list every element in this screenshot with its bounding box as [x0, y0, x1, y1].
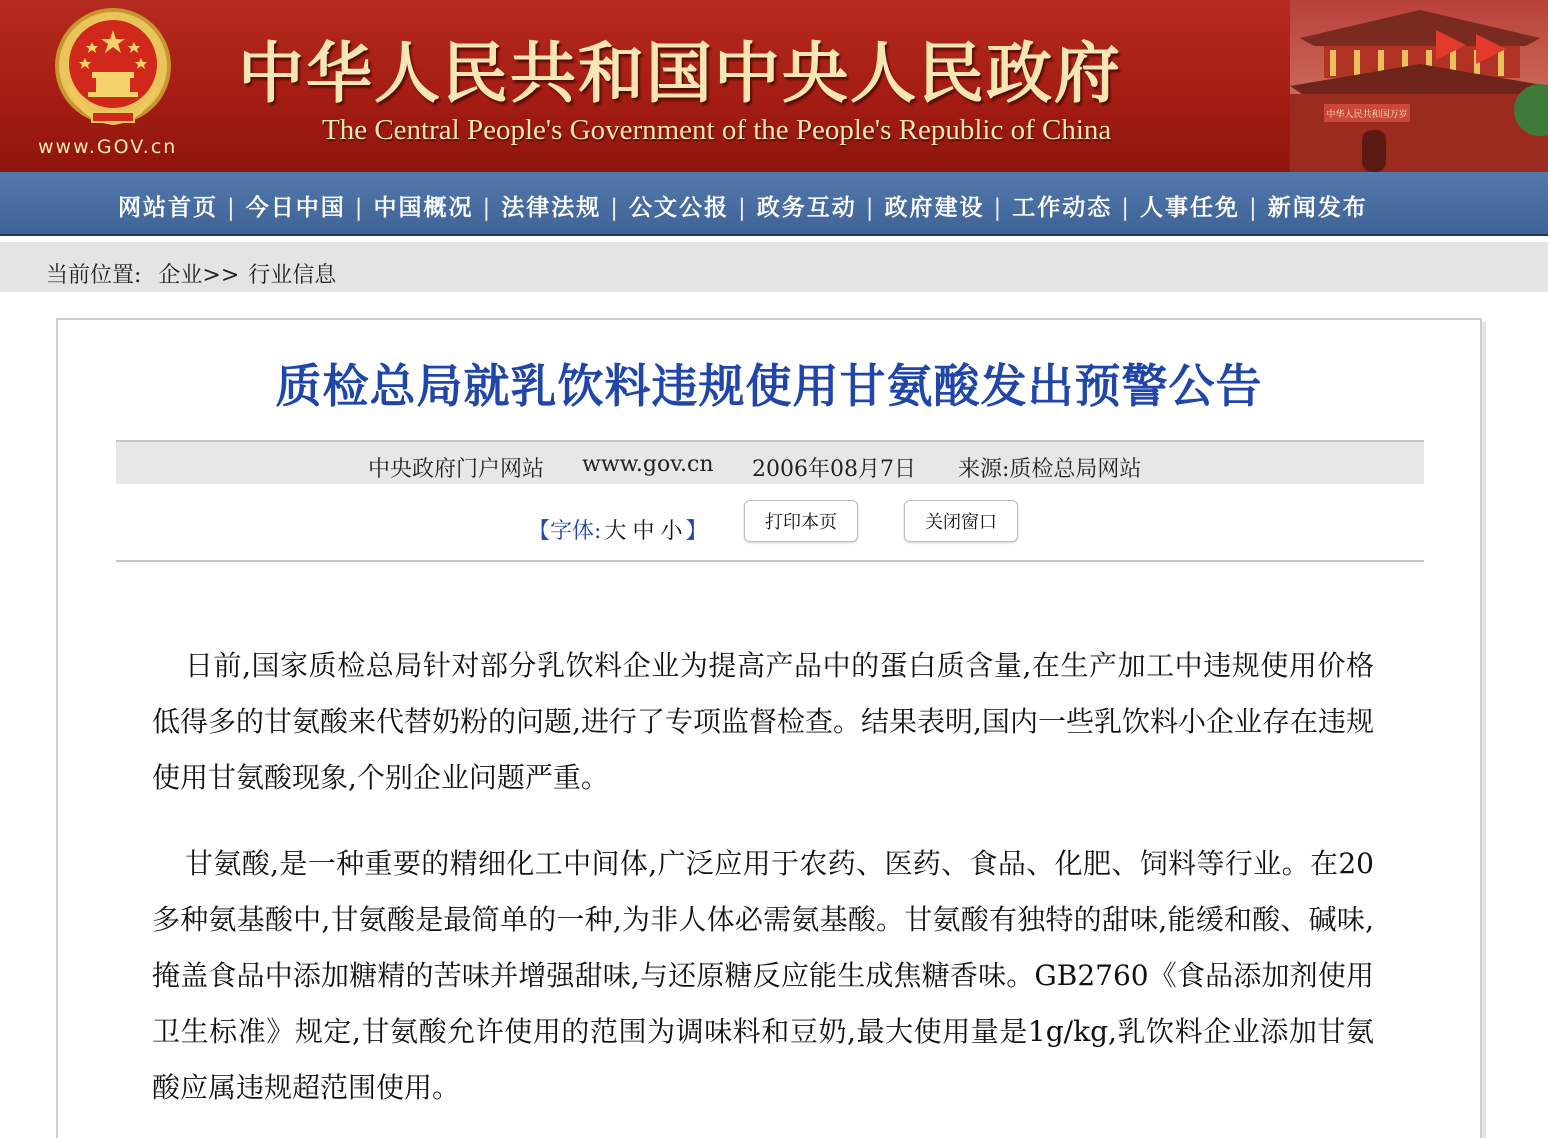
site-title-english: The Central People's Government of the People's Republic of China	[322, 114, 1112, 146]
nav-item-bulletins[interactable]: 公文公报	[629, 195, 729, 221]
divider	[116, 560, 1424, 562]
article-paragraph: 甘氨酸,是一种重要的精细化工中间体,广泛应用于农药、医药、食品、化肥、饲料等行业。在20多种氨基酸中,甘氨酸是最简单的一种,为非人体必需氨基酸。甘氨酸有独特的甜味,能缓和酸、碱味,掩盖食品中添加糖精的苦味并增强甜味,与还原糖反应能生成焦糖香味。GB2760《食品添加剂使用卫生标准》规定,甘氨酸允许使用的范围为调味料和豆奶,最大使用量是1g/kg,乳饮料企业添加甘氨酸应属违规超范围使用。	[152, 847, 1374, 1104]
font-size-selector	[528, 514, 707, 545]
close-window-button[interactable]: 关闭窗口	[904, 500, 1018, 542]
nav-item-china-overview[interactable]: 中国概况	[373, 195, 474, 221]
breadcrumb-link-industry-info[interactable]: 行业信息	[248, 263, 337, 288]
nav-separator: |	[610, 195, 620, 221]
nav-item-government-building[interactable]: 政府建设	[884, 195, 985, 221]
font-size-label: 【字体:	[528, 519, 602, 544]
meta-date: 2006年08月7日	[752, 457, 916, 482]
article-tools	[58, 500, 1480, 550]
gate-plaque-text: 中华人民共和国万岁	[1326, 110, 1408, 120]
nav-item-laws[interactable]: 法律法规	[501, 195, 602, 221]
font-size-medium[interactable]: 中	[632, 519, 655, 544]
breadcrumb-link-enterprise[interactable]: 企业>>	[158, 263, 240, 288]
nav-separator: |	[482, 195, 493, 221]
breadcrumb	[0, 242, 1548, 292]
nav-item-china-today[interactable]: 今日中国	[245, 195, 346, 221]
site-banner	[0, 0, 1548, 172]
font-size-small[interactable]: 小	[660, 519, 683, 544]
tiananmen-gate-image	[1290, 0, 1548, 172]
meta-source: 来源:质检总局网站	[958, 457, 1142, 482]
site-title-chinese: 中华人民共和国中央人民政府	[238, 35, 1122, 112]
nav-separator: |	[354, 195, 365, 221]
meta-url: www.gov.cn	[582, 452, 714, 477]
nav-separator: |	[227, 195, 237, 221]
article-paragraph: 日前,国家质检总局针对部分乳饮料企业为提高产品中的蛋白质含量,在生产加工中违规使用价格低得多的甘氨酸来代替奶粉的问题,进行了专项监督检查。结果表明,国内一些乳饮料小企业存在违规使用甘氨酸现象,个别企业问题严重。	[152, 649, 1374, 794]
font-size-large[interactable]: 大	[604, 519, 627, 544]
nav-separator: |	[865, 195, 876, 221]
article-container	[56, 318, 1482, 1138]
breadcrumb-label: 当前位置:	[46, 263, 142, 288]
nav-item-appointments[interactable]: 人事任免	[1140, 195, 1240, 221]
print-button[interactable]: 打印本页	[744, 500, 858, 542]
nav-separator: |	[993, 195, 1004, 221]
article-title: 质检总局就乳饮料违规使用甘氨酸发出预警公告	[275, 359, 1263, 413]
main-nav	[0, 172, 1548, 236]
meta-portal: 中央政府门户网站	[368, 457, 545, 482]
national-emblem-icon	[52, 6, 174, 130]
nav-separator: |	[1249, 195, 1259, 221]
nav-item-home[interactable]: 网站首页	[118, 195, 218, 221]
site-url: www.GOV.cn	[38, 136, 178, 158]
nav-item-press-releases[interactable]: 新闻发布	[1267, 195, 1368, 221]
font-size-label-close: 】	[685, 519, 708, 544]
nav-item-work-updates[interactable]: 工作动态	[1012, 195, 1113, 221]
article-meta	[116, 440, 1424, 484]
nav-separator: |	[1121, 195, 1131, 221]
nav-separator: |	[738, 195, 748, 221]
nav-item-interaction[interactable]: 政务互动	[756, 195, 857, 221]
